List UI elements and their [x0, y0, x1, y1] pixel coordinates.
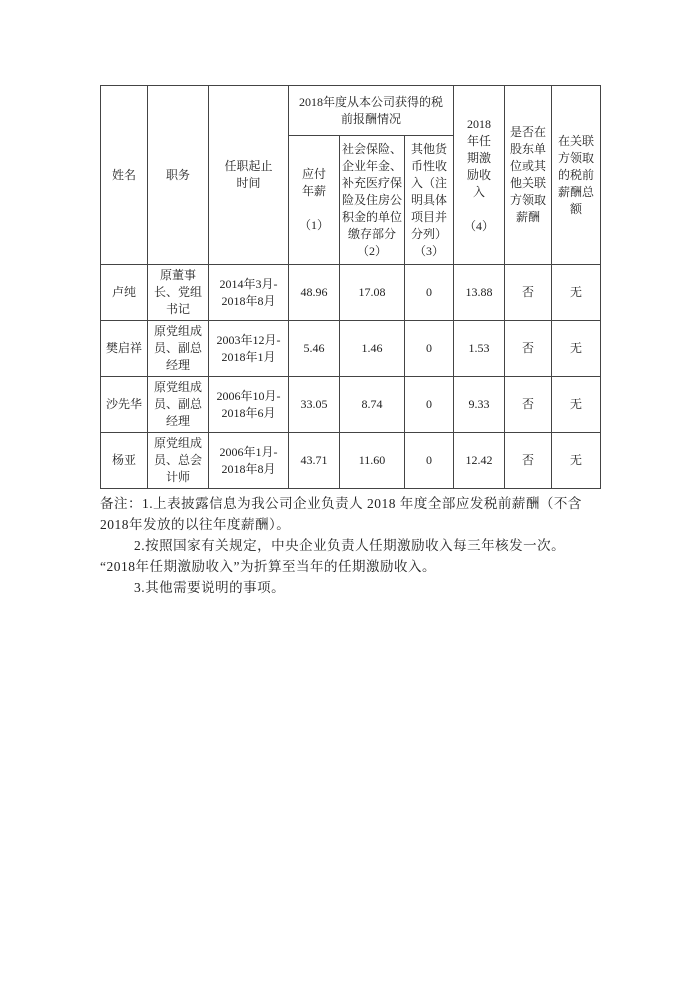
cell-related: 无: [552, 377, 601, 433]
cell-incentive: 13.88: [454, 265, 505, 321]
note-3: 3.其他需要说明的事项。: [134, 580, 286, 595]
cell-insurance: 17.08: [340, 265, 405, 321]
cell-name: 沙先华: [101, 377, 148, 433]
header-salary: 应付 年薪 （1）: [289, 136, 340, 265]
cell-related: 无: [552, 433, 601, 489]
cell-salary: 43.71: [289, 433, 340, 489]
cell-term: 2003年12月- 2018年1月: [209, 321, 289, 377]
cell-term: 2006年1月- 2018年8月: [209, 433, 289, 489]
cell-position: 原党组成 员、总会 计师: [148, 433, 209, 489]
cell-incentive: 1.53: [454, 321, 505, 377]
table-row: [101, 377, 601, 433]
table-row: [101, 433, 601, 489]
header-position: 职务: [148, 86, 209, 265]
notes: [100, 493, 605, 598]
cell-other: 0: [405, 433, 454, 489]
note-2: 2.按照国家有关规定，中央企业负责人任期激励收入每三年核发一次。: [134, 538, 566, 553]
table-row: [101, 265, 601, 321]
note-2-cont: “2018年任期激励收入”为折算至当年的任期激励收入。: [100, 559, 436, 574]
header-related: 在关联 方领取 的税前 薪酬总 额: [552, 86, 601, 265]
cell-insurance: 8.74: [340, 377, 405, 433]
cell-name: 樊启祥: [101, 321, 148, 377]
cell-position: 原党组成 员、副总 经理: [148, 321, 209, 377]
cell-term: 2014年3月- 2018年8月: [209, 265, 289, 321]
compensation-table: [100, 85, 601, 489]
cell-shareholder: 否: [505, 265, 552, 321]
cell-related: 无: [552, 265, 601, 321]
cell-salary: 48.96: [289, 265, 340, 321]
cell-other: 0: [405, 377, 454, 433]
cell-insurance: 11.60: [340, 433, 405, 489]
header-name: 姓名: [101, 86, 148, 265]
cell-term: 2006年10月- 2018年6月: [209, 377, 289, 433]
cell-position: 原党组成 员、副总 经理: [148, 377, 209, 433]
cell-salary: 33.05: [289, 377, 340, 433]
header-term: 任职起止 时间: [209, 86, 289, 265]
header-incentive: 2018 年任 期激 励收 入 （4）: [454, 86, 505, 265]
cell-position: 原董事 长、党组 书记: [148, 265, 209, 321]
header-shareholder: 是否在 股东单 位或其 他关联 方领取 薪酬: [505, 86, 552, 265]
cell-shareholder: 否: [505, 433, 552, 489]
cell-incentive: 12.42: [454, 433, 505, 489]
cell-insurance: 1.46: [340, 321, 405, 377]
cell-name: 杨亚: [101, 433, 148, 489]
header-other: 其他货 币性收 入（注 明具体 项目并 分列） （3）: [405, 136, 454, 265]
table-row: [101, 321, 601, 377]
cell-salary: 5.46: [289, 321, 340, 377]
cell-related: 无: [552, 321, 601, 377]
note-1-cont: 2018年发放的以往年度薪酬）。: [100, 517, 291, 532]
cell-shareholder: 否: [505, 321, 552, 377]
cell-name: 卢纯: [101, 265, 148, 321]
cell-shareholder: 否: [505, 377, 552, 433]
cell-incentive: 9.33: [454, 377, 505, 433]
header-insurance: 社会保险、 企业年金、 补充医疗保 险及住房公 积金的单位 缴存部分 （2）: [340, 136, 405, 265]
cell-other: 0: [405, 265, 454, 321]
note-1: 备注：1.上表披露信息为我公司企业负责人 2018 年度全部应发税前薪酬（不含: [100, 496, 582, 511]
header-group: 2018年度从本公司获得的税 前报酬情况: [289, 86, 454, 136]
document-body: [100, 85, 600, 598]
cell-other: 0: [405, 321, 454, 377]
